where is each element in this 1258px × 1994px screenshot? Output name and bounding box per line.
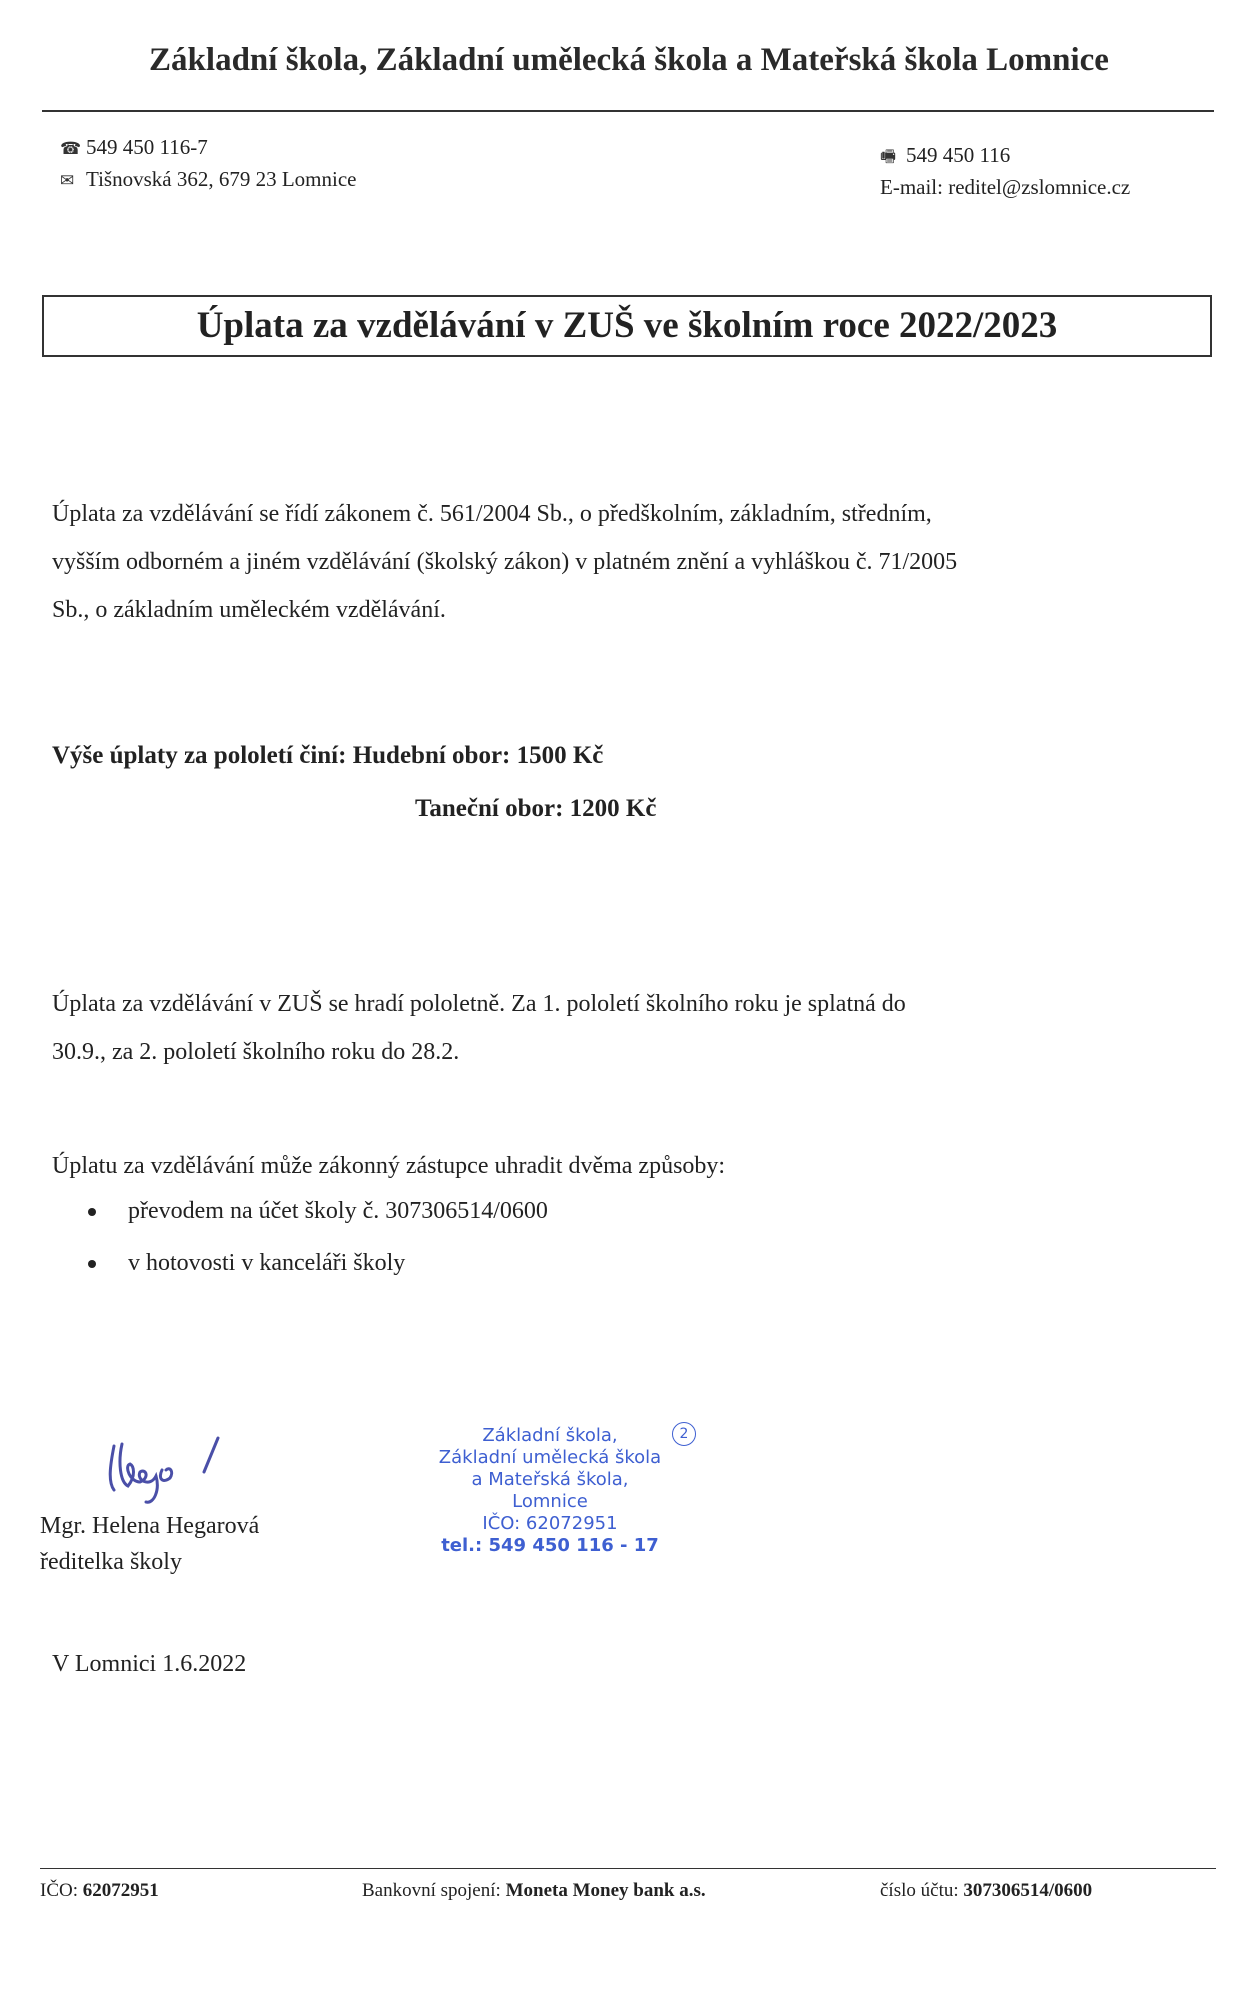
intro-paragraph xyxy=(52,490,1202,634)
footer-account-label: číslo účtu: xyxy=(880,1880,959,1901)
payment-line: 30.9., za 2. pololetí školního roku do 28.2. xyxy=(52,1039,460,1065)
contact-right xyxy=(880,140,1130,202)
fax-icon: 🖷 xyxy=(880,147,897,166)
stamp-line: IČO: 62072951 xyxy=(482,1513,618,1534)
payment-paragraph xyxy=(52,980,1202,1076)
bullet-icon xyxy=(88,1260,96,1268)
fax-number: 549 450 116 xyxy=(906,143,1011,167)
method-cash: v hotovosti v kanceláři školy xyxy=(128,1250,406,1276)
footer-ico-label: IČO: xyxy=(40,1880,78,1901)
stamp-line: Základní umělecká škola xyxy=(438,1447,662,1468)
email-address: E-mail: reditel@zslomnice.cz xyxy=(880,175,1131,199)
fee-dance: Taneční obor: 1200 Kč xyxy=(415,795,657,822)
signatory-role: ředitelka školy xyxy=(40,1549,182,1575)
intro-line: Úplata za vzdělávání se řídí zákonem č. 561/2004 Sb., o předškolním, základním, středním, xyxy=(52,501,932,527)
envelope-icon: ✉ xyxy=(60,171,75,190)
school-stamp xyxy=(400,1425,700,1557)
footer-bank-label: Bankovní spojení: xyxy=(362,1880,501,1901)
payment-line: Úplata za vzdělávání v ZUŠ se hradí pololetně. Za 1. pololetí školního roku je splatná do xyxy=(52,991,906,1017)
fee-label: Výše úplaty za pololetí činí: xyxy=(52,742,347,769)
stamp-line: Lomnice xyxy=(512,1491,588,1512)
footer-bank-value: Moneta Money bank a.s. xyxy=(505,1880,706,1901)
signatory xyxy=(40,1508,259,1580)
fee-music: Hudební obor: 1500 Kč xyxy=(352,742,604,769)
telephone-icon: ☎ xyxy=(60,139,82,158)
footer-bank xyxy=(362,1880,706,1902)
footer-account-value: 307306514/0600 xyxy=(963,1880,1093,1901)
school-name-heading: Základní škola, Základní umělecká škola a Mateřská škola Lomnice xyxy=(149,42,1109,78)
methods-intro: Úplatu za vzdělávání může zákonný zástupce uhradit dvěma způsoby: xyxy=(52,1153,726,1179)
intro-line: vyšším odborném a jiném vzdělávání (školský zákon) v platném znění a vyhláškou č. 71/2005 xyxy=(52,549,958,575)
stamp-line: tel.: 549 450 116 - 17 xyxy=(441,1535,659,1556)
footer-divider xyxy=(40,1868,1216,1869)
school-address: Tišnovská 362, 679 23 Lomnice xyxy=(86,167,357,191)
bullet-icon xyxy=(88,1208,96,1216)
footer-ico-value: 62072951 xyxy=(82,1880,159,1901)
stamp-line: Základní škola, xyxy=(482,1425,618,1446)
header-divider xyxy=(42,110,1214,112)
list-item xyxy=(88,1250,405,1277)
document-title: Úplata za vzdělávání v ZUŠ ve školním roce 2022/2023 xyxy=(42,295,1212,357)
fee-row-music xyxy=(52,742,603,770)
stamp-number-mark: 2 xyxy=(672,1422,696,1446)
footer-ico xyxy=(40,1880,159,1902)
phone-number: 549 450 116-7 xyxy=(86,135,208,159)
list-item xyxy=(88,1198,548,1225)
stamp-line: a Mateřská škola, xyxy=(471,1469,629,1490)
place-date: V Lomnici 1.6.2022 xyxy=(52,1651,247,1677)
handwritten-signature xyxy=(100,1432,250,1512)
contact-left xyxy=(60,132,356,196)
footer-account xyxy=(880,1880,1092,1902)
method-bank-transfer: převodem na účet školy č. 307306514/0600 xyxy=(128,1198,548,1224)
intro-line: Sb., o základním uměleckém vzdělávání. xyxy=(52,597,446,623)
signatory-name: Mgr. Helena Hegarová xyxy=(40,1513,260,1539)
